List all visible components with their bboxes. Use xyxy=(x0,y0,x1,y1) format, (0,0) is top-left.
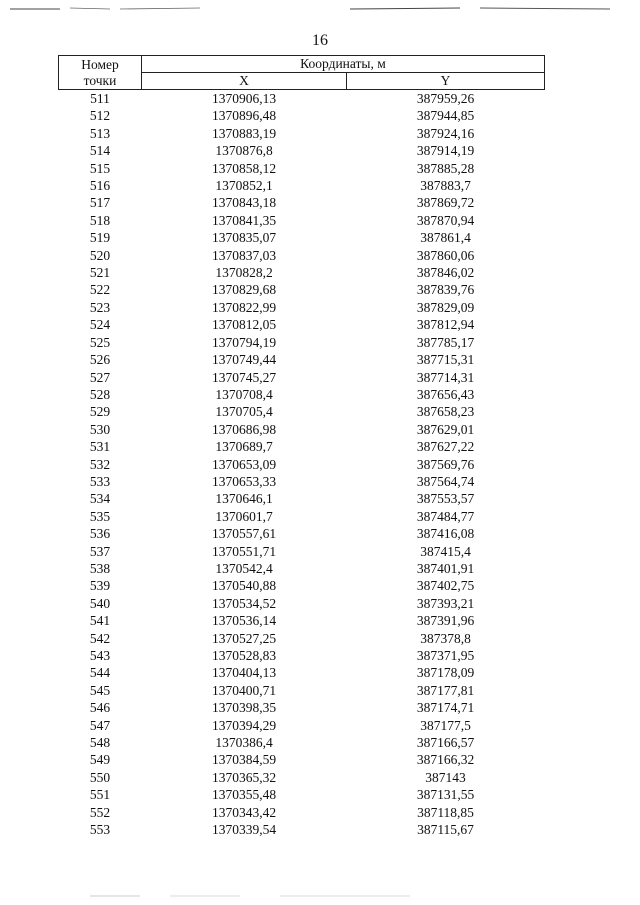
point-number-cell: 521 xyxy=(89,265,111,281)
y-coordinate-cell: 387401,91 xyxy=(416,560,475,576)
y-coordinate-cell: 387143 xyxy=(425,769,466,785)
y-coordinate-cell: 387829,09 xyxy=(416,299,475,315)
table-row xyxy=(59,734,545,751)
point-number-cell: 534 xyxy=(89,491,111,507)
point-number-header-line2: точки xyxy=(83,72,117,88)
table-row xyxy=(59,212,545,229)
point-number-header-line1: Номер xyxy=(81,56,119,72)
x-coordinate-cell: 1370686,98 xyxy=(211,421,277,437)
y-coordinate-cell: 387484,77 xyxy=(416,508,475,524)
point-number-cell: 533 xyxy=(89,473,111,489)
x-coordinate-cell: 1370528,83 xyxy=(211,648,277,663)
y-coordinate-cell: 387174,71 xyxy=(416,700,475,716)
y-coordinate-cell: 387924,16 xyxy=(416,125,475,141)
y-coordinate-cell: 387178,09 xyxy=(416,665,475,681)
coordinates-table xyxy=(58,55,545,838)
table-row xyxy=(59,473,545,490)
point-number-cell: 517 xyxy=(89,195,111,211)
table-row xyxy=(59,264,545,281)
table-row xyxy=(59,107,545,124)
table-row xyxy=(59,177,545,194)
y-coordinate-cell: 387115,67 xyxy=(417,822,474,838)
table-row xyxy=(59,125,545,142)
table-row xyxy=(59,612,545,629)
point-number-cell: 520 xyxy=(89,247,111,263)
table-row xyxy=(59,543,545,560)
y-coordinate-cell: 387402,75 xyxy=(416,578,475,594)
point-number-cell: 547 xyxy=(89,717,111,733)
table-row xyxy=(59,299,545,316)
x-coordinate-cell: 1370705,4 xyxy=(215,404,273,420)
point-number-cell: 551 xyxy=(89,787,111,803)
y-coordinate-cell: 387166,57 xyxy=(416,735,475,751)
point-number-cell: 511 xyxy=(90,91,110,106)
y-coordinate-cell: 387861,4 xyxy=(420,230,471,246)
table-row xyxy=(59,386,545,403)
y-coordinate-cell: 387553,57 xyxy=(416,491,475,507)
point-number-cell: 545 xyxy=(89,682,111,698)
x-coordinate-cell: 1370841,35 xyxy=(211,212,277,228)
table-body xyxy=(59,90,545,839)
x-coordinate-cell: 1370384,59 xyxy=(211,752,277,768)
y-coordinate-cell: 387166,32 xyxy=(416,752,475,768)
x-coordinate-cell: 1370339,54 xyxy=(211,822,277,838)
x-coordinate-cell: 1370653,33 xyxy=(211,473,277,489)
x-coordinate-cell: 1370883,19 xyxy=(211,125,277,141)
x-coordinate-cell: 1370822,99 xyxy=(211,299,277,315)
y-coordinate-cell: 387627,22 xyxy=(416,439,475,455)
table-row xyxy=(59,717,545,734)
table-row xyxy=(59,751,545,768)
point-number-cell: 522 xyxy=(89,282,111,298)
x-coordinate-cell: 1370534,52 xyxy=(211,595,277,611)
x-coordinate-cell: 1370536,14 xyxy=(211,613,277,629)
point-number-cell: 542 xyxy=(89,630,111,646)
y-coordinate-cell: 387846,02 xyxy=(416,265,475,281)
y-coordinate-cell: 387883,7 xyxy=(420,178,471,194)
point-number-cell: 536 xyxy=(89,526,111,542)
x-coordinate-cell: 1370653,09 xyxy=(211,456,277,472)
x-coordinate-cell: 1370876,8 xyxy=(215,143,273,159)
table-row xyxy=(59,281,545,298)
point-number-cell: 515 xyxy=(89,160,111,176)
x-coordinate-cell: 1370858,12 xyxy=(211,160,277,176)
point-number-cell: 514 xyxy=(89,143,111,159)
point-number-cell: 538 xyxy=(89,560,111,576)
point-number-cell: 540 xyxy=(89,595,111,611)
y-coordinate-cell: 387564,74 xyxy=(416,473,475,489)
point-number-cell: 529 xyxy=(89,404,111,420)
x-coordinate-cell: 1370394,29 xyxy=(211,717,277,733)
table-row xyxy=(59,804,545,821)
point-number-header xyxy=(59,56,142,90)
x-coordinate-cell: 1370906,13 xyxy=(211,91,277,106)
x-coordinate-cell: 1370835,07 xyxy=(211,230,277,246)
table-row xyxy=(59,438,545,455)
table-row xyxy=(59,664,545,681)
table-row xyxy=(59,490,545,507)
point-number-cell: 552 xyxy=(89,804,111,820)
table-row xyxy=(59,560,545,577)
y-coordinate-cell: 387944,85 xyxy=(416,108,475,124)
x-coordinate-cell: 1370794,19 xyxy=(211,334,277,350)
point-number-cell: 544 xyxy=(89,665,111,681)
point-number-cell: 526 xyxy=(89,352,111,368)
x-coordinate-cell: 1370527,25 xyxy=(211,630,277,646)
table-row xyxy=(59,577,545,594)
point-number-cell: 543 xyxy=(89,648,111,663)
table-row xyxy=(59,247,545,264)
scan-artifact-bottom xyxy=(80,893,480,899)
coordinates-header: Координаты, м xyxy=(142,56,545,73)
x-coordinate-cell: 1370404,13 xyxy=(211,665,277,681)
y-coordinate-cell: 387629,01 xyxy=(416,421,475,437)
page-number: 16 xyxy=(312,32,328,49)
y-coordinate-cell: 387177,5 xyxy=(420,717,471,733)
y-coordinate-cell: 387656,43 xyxy=(416,386,475,402)
table-row xyxy=(59,351,545,368)
table-row xyxy=(59,334,545,351)
point-number-cell: 541 xyxy=(89,613,111,629)
y-coordinate-cell: 387391,96 xyxy=(416,613,475,629)
table-row xyxy=(59,595,545,612)
x-coordinate-cell: 1370745,27 xyxy=(211,369,277,385)
y-coordinate-cell: 387131,55 xyxy=(416,787,475,803)
table-row xyxy=(59,769,545,786)
table-row xyxy=(59,316,545,333)
table-row xyxy=(59,699,545,716)
y-coordinate-cell: 387393,21 xyxy=(416,595,475,611)
table-row xyxy=(59,821,545,838)
point-number-cell: 527 xyxy=(89,369,111,385)
scan-artifact-top xyxy=(0,6,640,12)
x-coordinate-cell: 1370398,35 xyxy=(211,700,277,716)
y-coordinate-cell: 387569,76 xyxy=(416,456,475,472)
x-coordinate-cell: 1370400,71 xyxy=(211,682,277,698)
y-coordinate-cell: 387177,81 xyxy=(416,682,475,698)
x-coordinate-cell: 1370542,4 xyxy=(215,560,273,576)
point-number-cell: 531 xyxy=(89,439,111,455)
y-coordinate-cell: 387416,08 xyxy=(416,526,475,542)
point-number-cell: 528 xyxy=(89,386,111,402)
point-number-cell: 535 xyxy=(89,508,111,524)
table-row xyxy=(59,369,545,386)
x-coordinate-cell: 1370343,42 xyxy=(211,804,277,820)
point-number-cell: 516 xyxy=(89,178,111,194)
table-row xyxy=(59,90,545,108)
x-coordinate-cell: 1370557,61 xyxy=(211,526,277,542)
table-row xyxy=(59,682,545,699)
point-number-cell: 539 xyxy=(89,578,111,594)
x-coordinate-cell: 1370708,4 xyxy=(215,386,273,402)
y-coordinate-cell: 387415,4 xyxy=(420,543,471,559)
table-row xyxy=(59,142,545,159)
point-number-cell: 553 xyxy=(89,822,111,838)
x-coordinate-cell: 1370355,48 xyxy=(211,787,277,803)
table-row xyxy=(59,194,545,211)
point-number-cell: 548 xyxy=(89,735,111,751)
x-coordinate-cell: 1370386,4 xyxy=(215,735,273,751)
y-coordinate-cell: 387785,17 xyxy=(416,334,475,350)
point-number-cell: 513 xyxy=(89,125,111,141)
y-coordinate-cell: 387812,94 xyxy=(416,317,475,333)
y-coordinate-cell: 387371,95 xyxy=(416,648,475,663)
y-header: Y xyxy=(347,73,545,90)
x-header: X xyxy=(142,73,347,90)
table-row xyxy=(59,525,545,542)
table-row xyxy=(59,508,545,525)
table-row xyxy=(59,630,545,647)
y-coordinate-cell: 387118,85 xyxy=(417,804,474,820)
point-number-cell: 550 xyxy=(89,769,111,785)
x-coordinate-cell: 1370689,7 xyxy=(215,439,273,455)
y-coordinate-cell: 387959,26 xyxy=(416,91,475,106)
point-number-cell: 537 xyxy=(89,543,111,559)
y-coordinate-cell: 387860,06 xyxy=(416,247,475,263)
y-coordinate-cell: 387378,8 xyxy=(420,630,471,646)
table-row xyxy=(59,403,545,420)
point-number-cell: 524 xyxy=(89,317,111,333)
point-number-cell: 519 xyxy=(89,230,111,246)
y-coordinate-cell: 387714,31 xyxy=(416,369,475,385)
point-number-cell: 532 xyxy=(89,456,111,472)
x-coordinate-cell: 1370365,32 xyxy=(211,769,277,785)
x-coordinate-cell: 1370828,2 xyxy=(215,265,273,281)
point-number-cell: 518 xyxy=(89,212,111,228)
table-row xyxy=(59,160,545,177)
point-number-cell: 525 xyxy=(89,334,111,350)
x-coordinate-cell: 1370601,7 xyxy=(215,508,273,524)
x-coordinate-cell: 1370837,03 xyxy=(211,247,277,263)
y-coordinate-cell: 387658,23 xyxy=(416,404,475,420)
y-coordinate-cell: 387869,72 xyxy=(416,195,475,211)
y-coordinate-cell: 387839,76 xyxy=(416,282,475,298)
point-number-cell: 530 xyxy=(89,421,111,437)
table-row xyxy=(59,786,545,803)
y-coordinate-cell: 387885,28 xyxy=(416,160,475,176)
point-number-cell: 549 xyxy=(89,752,111,768)
x-coordinate-cell: 1370812,05 xyxy=(211,317,277,333)
y-coordinate-cell: 387715,31 xyxy=(416,352,475,368)
table-row xyxy=(59,229,545,246)
x-coordinate-cell: 1370551,71 xyxy=(211,543,277,559)
x-coordinate-cell: 1370646,1 xyxy=(215,491,273,507)
x-coordinate-cell: 1370852,1 xyxy=(215,178,273,194)
table-row xyxy=(59,456,545,473)
point-number-cell: 523 xyxy=(89,299,111,315)
x-coordinate-cell: 1370829,68 xyxy=(211,282,277,298)
x-coordinate-cell: 1370896,48 xyxy=(211,108,277,124)
y-coordinate-cell: 387914,19 xyxy=(416,143,475,159)
table-row xyxy=(59,421,545,438)
x-coordinate-cell: 1370540,88 xyxy=(211,578,277,594)
point-number-cell: 512 xyxy=(89,108,111,124)
x-coordinate-cell: 1370749,44 xyxy=(211,352,277,368)
table-row xyxy=(59,647,545,664)
y-coordinate-cell: 387870,94 xyxy=(416,212,475,228)
point-number-cell: 546 xyxy=(89,700,111,716)
x-coordinate-cell: 1370843,18 xyxy=(211,195,277,211)
